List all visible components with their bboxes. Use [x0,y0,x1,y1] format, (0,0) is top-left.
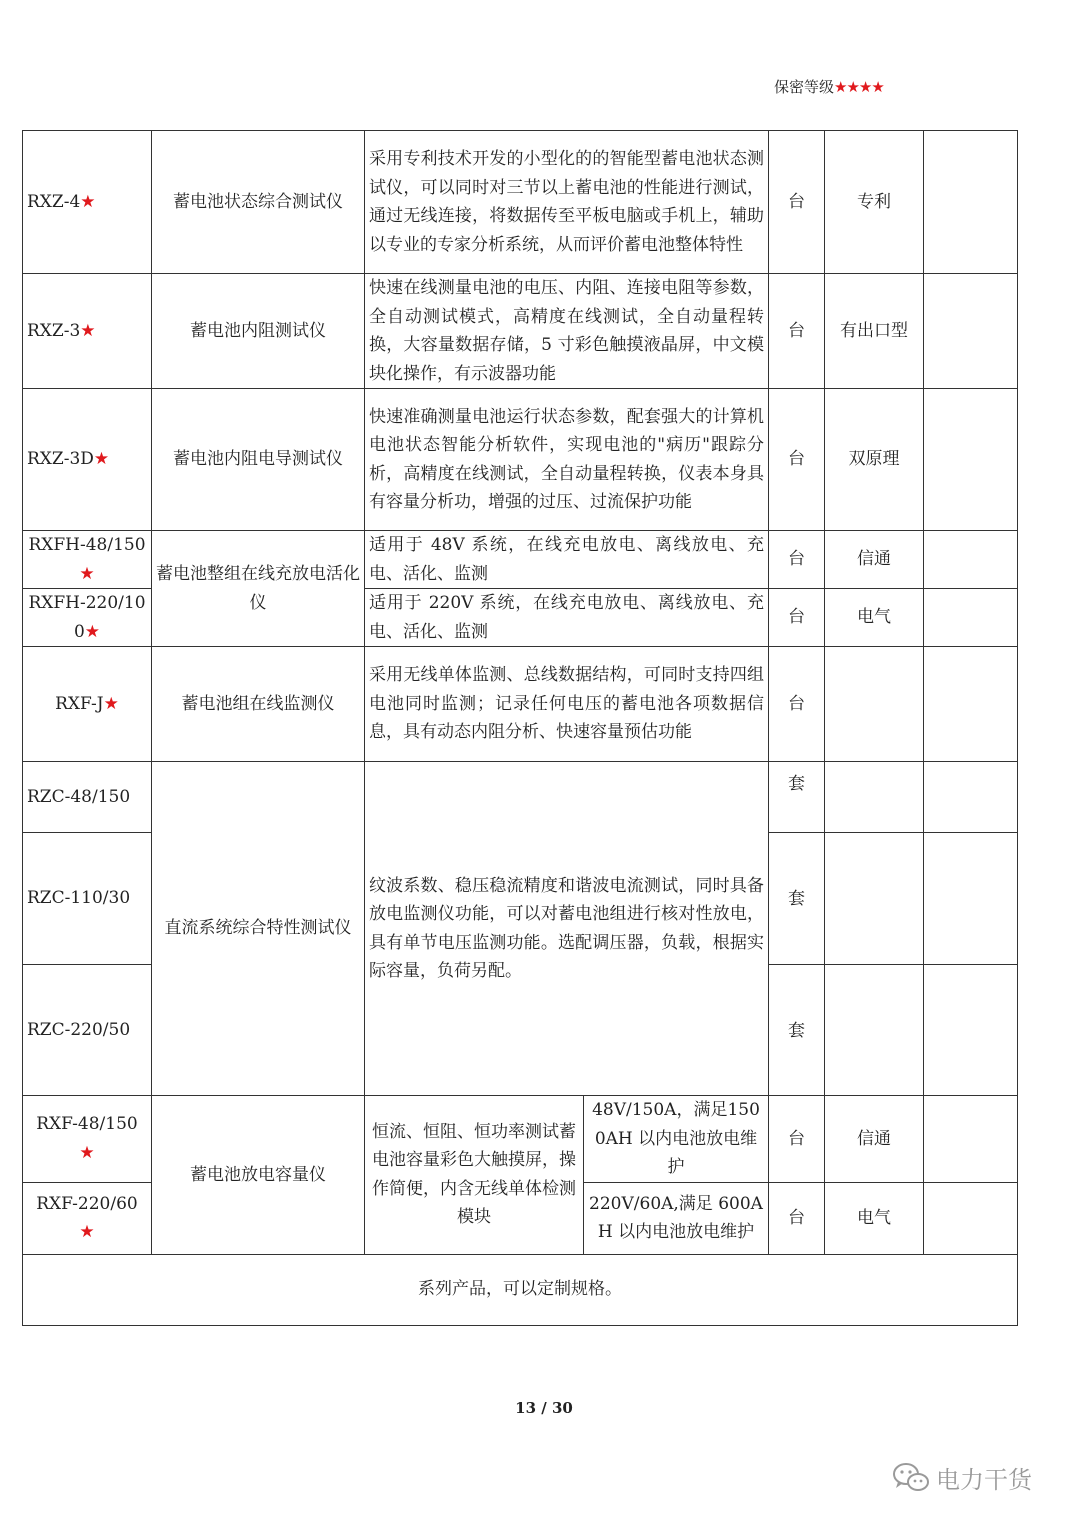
page-number: 13 / 30 [515,1399,573,1417]
remark-cell: 有出口型 [825,274,924,389]
remark-cell: 双原理 [825,389,924,531]
table-row [23,647,1018,762]
remark-cell: 电气 [825,1182,924,1254]
unit-cell: 台 [769,131,825,274]
model-cell: RXF-J★ [23,647,152,762]
product-name-cell: 蓄电池组在线监测仪 [152,647,365,762]
product-name-cell: 蓄电池放电容量仪 [152,1096,365,1255]
product-name-cell: 蓄电池状态综合测试仪 [152,131,365,274]
remark-cell [825,647,924,762]
model-cell: RXZ-3★ [23,274,152,389]
empty-cell [924,131,1018,274]
confidentiality-stars: ★★★★ [834,78,884,96]
table-row [23,389,1018,531]
remark-cell: 专利 [825,131,924,274]
model-cell: RZC-48/150 [23,762,152,833]
product-name-cell: 蓄电池整组在线充放电活化仪 [152,531,365,647]
empty-cell [924,274,1018,389]
description-cell: 快速准确测量电池运行状态参数，配套强大的计算机电池状态智能分析软件，实现电池的"病历"跟踪分析，高精度在线测试，全自动量程转换，仪表本身具有容量分析功，增强的过压、过流保护功能 [365,389,769,531]
star-icon: ★ [80,320,96,341]
remark-cell [825,965,924,1096]
model-cell: RXZ-4★ [23,131,152,274]
star-icon: ★ [103,693,119,714]
remark-cell: 电气 [825,589,924,647]
unit-cell: 套 [769,965,825,1096]
empty-cell [924,833,1018,965]
description-cell: 快速在线测量电池的电压、内阻、连接电阻等参数，全自动测试模式，高精度在线测试，全自动量程转换，大容量数据存储，5 寸彩色触摸液晶屏，中文模块化操作，有示波器功能 [365,274,769,389]
remark-cell: 信通 [825,1096,924,1183]
model-cell: RXZ-3D★ [23,389,152,531]
table-row [23,531,1018,589]
unit-cell: 套 [769,762,825,833]
empty-cell [924,762,1018,833]
empty-cell [924,1096,1018,1183]
remark-cell: 信通 [825,531,924,589]
unit-cell: 台 [769,647,825,762]
spec-cell: 220V/60A,满足 600AH 以内电池放电维护 [584,1182,769,1254]
unit-cell: 台 [769,1096,825,1183]
model-cell: RZC-220/50 [23,965,152,1096]
watermark [892,1460,1032,1495]
star-icon: ★ [93,449,110,470]
product-name-cell: 蓄电池内阻测试仪 [152,274,365,389]
unit-cell: 台 [769,589,825,647]
description-cell: 采用专利技术开发的小型化的的智能型蓄电池状态测试仪，可以同时对三节以上蓄电池的性能进行测试，通过无线连接，将数据传至平板电脑或手机上，辅助以专业的专家分析系统，从而评价蓄电池整体特性 [365,131,769,274]
table-row [23,1254,1018,1325]
product-name-cell: 直流系统综合特性测试仪 [152,762,365,1096]
empty-cell [924,589,1018,647]
remark-cell [825,833,924,965]
product-name-cell: 蓄电池内阻电导测试仪 [152,389,365,531]
unit-cell: 台 [769,1182,825,1254]
model-cell: RXFH-48/150 ★ [23,531,152,589]
star-icon: ★ [79,563,95,584]
empty-cell [924,965,1018,1096]
spec-cell: 48V/150A，满足1500AH 以内电池放电维护 [584,1096,769,1183]
description-cell: 采用无线单体监测、总线数据结构，可同时支持四组电池同时监测；记录任何电压的蓄电池各项数据信息，具有动态内阻分析、快速容量预估功能 [365,647,769,762]
confidentiality-level [774,76,884,97]
star-icon: ★ [84,621,101,642]
unit-cell: 套 [769,833,825,965]
empty-cell [924,531,1018,589]
confidentiality-label: 保密等级 [774,78,835,96]
remark-cell [825,762,924,833]
star-icon: ★ [80,191,96,212]
description-cell: 适用于 48V 系统，在线充电放电、离线放电、充电、活化、监测 [365,531,769,589]
unit-cell: 台 [769,389,825,531]
empty-cell [924,389,1018,531]
footer-note: 系列产品，可以定制规格。 [23,1254,1018,1325]
star-icon: ★ [79,1222,95,1242]
table-row [23,131,1018,274]
model-cell: RXF-220/60 ★ [23,1182,152,1254]
description-cell: 适用于 220V 系统，在线充电放电、离线放电、充电、活化、监测 [365,589,769,647]
watermark-text: 电力干货 [936,1466,1032,1494]
model-cell: RXFH-220/100★ [23,589,152,647]
table-row [23,762,1018,833]
star-icon: ★ [79,1142,95,1163]
table-row [23,1096,1018,1183]
empty-cell [924,1182,1018,1254]
model-cell: RZC-110/30 [23,833,152,965]
unit-cell: 台 [769,274,825,389]
description-cell: 恒流、恒阻、恒功率测试蓄电池容量彩色大触摸屏，操作简便，内含无线单体检测模块 [365,1096,584,1255]
table-row [23,274,1018,389]
wechat-icon [892,1462,930,1494]
product-table [22,130,1018,1326]
description-cell: 纹波系数、稳压稳流精度和谐波电流测试，同时具备放电监测仪功能，可以对蓄电池组进行核对性放电，具有单节电压监测功能。选配调压器，负载，根据实际容量，负荷另配。 [365,762,769,1096]
unit-cell: 台 [769,531,825,589]
model-cell: RXF-48/150 ★ [23,1096,152,1183]
empty-cell [924,647,1018,762]
